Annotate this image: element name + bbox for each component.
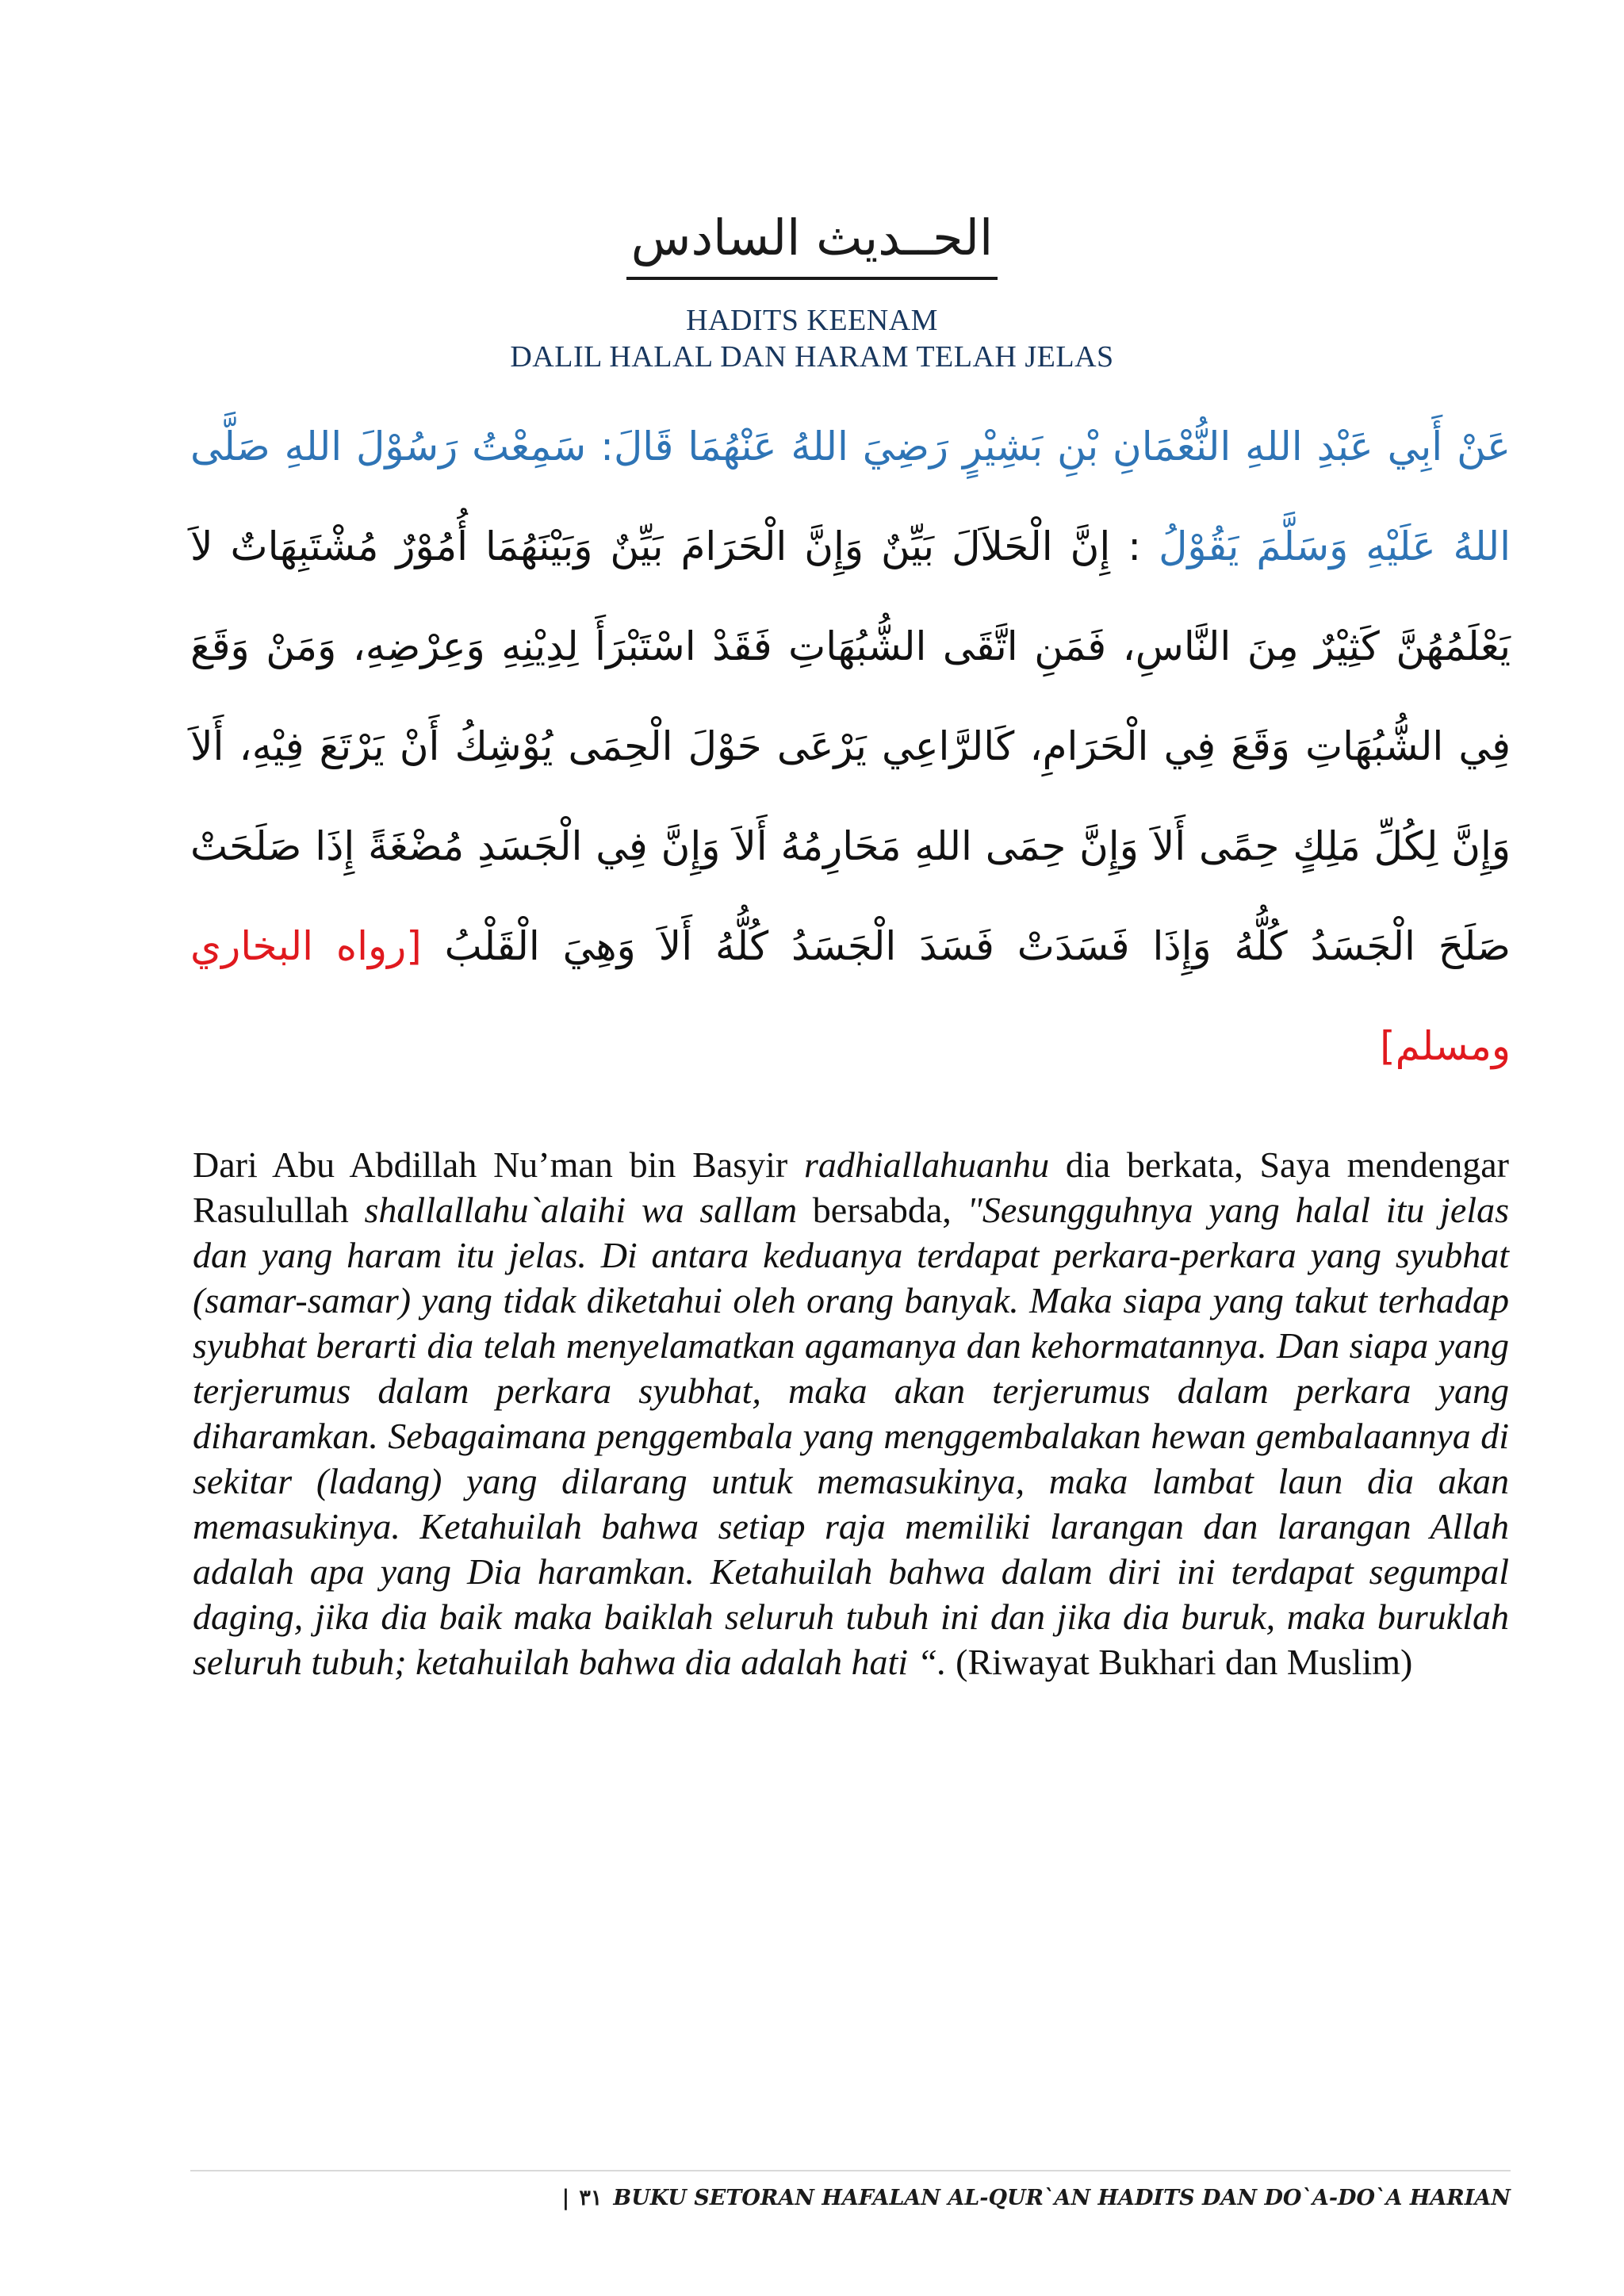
hadith-matn: : إِنَّ الْحَلاَلَ بَيِّنٌ وَإِنَّ الْحَرَامَ بَيِّنٌ وَبَيْنَهُمَا أُمُوْرٌ مُشْتَبِهَاتٌ لاَ يَعْلَمُهُنَّ كَثِيْرٌ مِنَ النَّاسِ، فَمَنِ اتَّقَى الشُّبُهَاتِ فَقَدْ اسْتَبْرَأَ لِدِيْنِهِ وَعِرْضِهِ، وَمَنْ وَقَعَ فِي الشُّبُهَاتِ وَقَعَ فِي الْحَرَامِ، كَالرَّاعِي يَرْعَى حَوْلَ الْحِمَى يُوْشِكُ أَنْ يَرْتَعَ فِيْهِ، أَلاَ وَإِنَّ لِكُلِّ مَلِكٍ حِمًى أَلاَ وَإِنَّ حِمَى اللهِ مَحَارِمُهُ أَلاَ وَإِنَّ فِي الْجَسَدِ مُضْغَةً إِذَا صَلَحَتْ صَلَحَ الْجَسَدُ كُلُّهُ وَإِذَا فَسَدَتْ فَسَدَ الْجَسَدُ كُلُّهُ أَلاَ وَهِيَ الْقَلْبُ xyxy=(190,523,1511,969)
hadith-subtitle-line1: HADITS KEENAM xyxy=(686,304,938,337)
page-footer xyxy=(190,2183,1511,2214)
hadith-arabic-text xyxy=(190,397,1511,1096)
footer-separator: | xyxy=(561,2186,570,2210)
translation-part-1: Dari Abu Abdillah Nu’man bin Basyir xyxy=(193,1144,804,1185)
hadith-arabic-title xyxy=(0,202,1624,280)
translation-italic-2: shallallahu`alaihi wa sallam xyxy=(364,1190,798,1230)
footer-divider xyxy=(190,2170,1511,2171)
hadith-source-reference: [رواه البخاري ومسلم] xyxy=(190,923,1511,1069)
page-number: ٣١ xyxy=(579,2186,603,2210)
hadith-subtitle-line2: DALIL HALAL DAN HARAM TELAH JELAS xyxy=(510,340,1114,374)
footer-book-title: BUKU SETORAN HAFALAN AL-QUR`AN HADITS DAN DO`A-DO`A HARIAN xyxy=(613,2186,1511,2210)
translation-part-4: (Riwayat Bukhari dan Muslim) xyxy=(946,1642,1413,1682)
hadith-narrator-chain: عَنْ أَبِي عَبْدِ اللهِ النُّعْمَانِ بْنِ بَشِيْرٍ رَضِيَ اللهُ عَنْهُمَا قَالَ: سَمِعْتُ رَسُوْلَ اللهِ صَلَّى اللهُ عَلَيْهِ وَسَلَّمَ يَقُوْلُ xyxy=(190,424,1511,569)
translation-italic-1: radhiallahuanhu xyxy=(803,1144,1050,1185)
translation-italic-3: "Sesungguhnya yang halal itu jelas dan yang haram itu jelas. Di antara keduanya terdapat perkara-perkara yang syubhat (samar-samar) yang tidak diketahui oleh orang banyak. Maka siapa yang takut terhadap syubhat berarti dia telah menyelamatkan agamanya dan kehormatannya. Dan siapa yang terjerumus dalam perkara syubhat, maka akan terjerumus dalam perkara yang diharamkan. Sebagaimana penggembala yang menggembalakan hewan gembalaannya di sekitar (ladang) yang dilarang untuk memasukinya, maka lambat laun dia akan memasukinya. Ketahuilah bahwa setiap raja memiliki larangan dan larangan Allah adalah apa yang Dia haramkan. Ketahuilah bahwa dalam diri ini terdapat segumpal daging, jika dia baik maka baiklah seluruh tubuh ini dan jika dia buruk, maka buruklah seluruh tubuh; ketahuilah bahwa dia adalah hati “. xyxy=(193,1190,1509,1682)
translation-part-2: dia berkata, Saya mendengar Rasulullah xyxy=(193,1144,1509,1230)
hadith-translation xyxy=(193,1142,1509,1685)
arabic-title-text: الحــديث السادس xyxy=(626,202,998,280)
translation-part-3: bersabda, xyxy=(797,1190,967,1230)
